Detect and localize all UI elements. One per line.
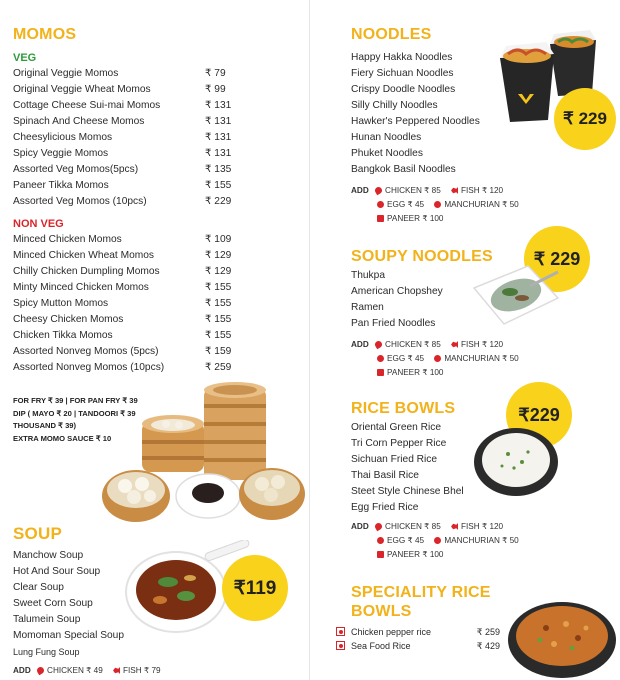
addon-chip (377, 198, 424, 212)
item-name: Original Veggie Wheat Momos (13, 84, 151, 95)
addon-text: FISH ₹ 120 (461, 522, 504, 531)
addon-chip (377, 352, 424, 366)
manchurian-icon (434, 355, 441, 362)
momos-title: MOMOS (13, 26, 77, 43)
menu-item: Lung Fung Soup (13, 647, 80, 657)
item-price: ₹ 155 (205, 298, 232, 309)
menu-item (13, 344, 245, 360)
addon-text: EGG ₹ 45 (387, 200, 425, 209)
addon-text: FISH ₹ 120 (461, 186, 504, 195)
fish-icon (451, 523, 458, 530)
menu-item: Sweet Corn Soup (13, 598, 93, 609)
addon-text: EGG ₹ 45 (387, 536, 425, 545)
addon-row (351, 366, 527, 380)
item-name: Cheesy Chicken Momos (13, 314, 124, 325)
speciality-title-line2: BOWLS (351, 603, 412, 620)
menu-item: Talumein Soup (13, 614, 81, 625)
menu-item: Manchow Soup (13, 550, 84, 561)
addon-row (351, 338, 527, 352)
addon-row (351, 520, 527, 534)
addon-row (351, 352, 527, 366)
addon-text: FISH ₹ 79 (123, 666, 161, 675)
menu-item (13, 114, 245, 130)
menu-item (13, 162, 245, 178)
chicken-leg-icon (374, 522, 384, 532)
menu-item: Hot And Sour Soup (13, 566, 101, 577)
addon-chip (451, 338, 503, 352)
menu-item (13, 264, 245, 280)
menu-item (13, 130, 245, 146)
addon-label: ADD (351, 186, 369, 195)
menu-item: American Chopshey (351, 286, 443, 297)
menu-item: Steet Style Chinese Bhel (351, 486, 464, 497)
fish-icon (451, 341, 458, 348)
addon-chip (434, 352, 518, 366)
menu-item: Thukpa (351, 270, 385, 281)
addon-text: CHICKEN ₹ 85 (385, 340, 441, 349)
addon-chip (113, 664, 161, 678)
column-divider (309, 0, 310, 680)
chicken-leg-icon (36, 666, 46, 676)
menu-item (13, 232, 245, 248)
addon-chip (377, 534, 424, 548)
addon-text: CHICKEN ₹ 85 (385, 522, 441, 531)
noodles-list (351, 50, 480, 178)
menu-item (13, 146, 245, 162)
menu-item: Clear Soup (13, 582, 64, 593)
soupy-noodles-price-badge: ₹ 229 (524, 226, 590, 292)
fish-icon (113, 667, 120, 674)
menu-item: Thai Basil Rice (351, 470, 419, 481)
menu-item: Sichuan Fried Rice (351, 454, 438, 465)
soupy-noodles-list (351, 268, 443, 332)
item-name: Chilly Chicken Dumpling Momos (13, 266, 160, 277)
note-line: DIP ( MAYO ₹ 20 | TANDOORI ₹ 39 (13, 408, 136, 418)
nonveg-momos-list (13, 232, 245, 376)
menu-item (13, 312, 245, 328)
menu-item (13, 328, 245, 344)
item-name: Cheesylicious Momos (13, 132, 113, 143)
veg-momos-list (13, 66, 245, 210)
item-price: ₹ 135 (205, 164, 232, 175)
item-price: ₹ 129 (205, 250, 232, 261)
addon-chip (434, 534, 518, 548)
item-price: ₹ 155 (205, 180, 232, 191)
soup-addons (13, 664, 169, 678)
menu-item: Hunan Noodles (351, 132, 422, 143)
item-name: Sea Food Rice (351, 641, 411, 651)
item-price: ₹ 129 (205, 266, 232, 277)
menu-item (13, 66, 245, 82)
menu-item (13, 194, 245, 210)
item-name: Chicken Tikka Momos (13, 330, 113, 341)
addon-text: PANEER ₹ 100 (387, 214, 444, 223)
menu-item (336, 639, 500, 653)
menu-item (13, 296, 245, 312)
addon-row (351, 198, 527, 212)
rice-bowls-price-badge: ₹229 (506, 382, 572, 448)
addon-text: EGG ₹ 45 (387, 354, 425, 363)
item-name: Minced Chicken Wheat Momos (13, 250, 154, 261)
addon-text: CHICKEN ₹ 85 (385, 186, 441, 195)
addon-chip (377, 548, 443, 562)
addon-text: FISH ₹ 120 (461, 340, 504, 349)
item-price: ₹ 259 (205, 362, 232, 373)
addon-chip (377, 366, 443, 380)
soupy-noodles-title: SOUPY NOODLES (351, 248, 493, 265)
addon-chip (375, 338, 441, 352)
non-veg-icon (336, 641, 345, 650)
item-name: Cottage Cheese Sui-mai Momos (13, 100, 161, 111)
menu-item (13, 178, 245, 194)
menu-item: Bangkok Basil Noodles (351, 164, 456, 175)
menu-item (13, 280, 245, 296)
note-line: EXTRA MOMO SAUCE ₹ 10 (13, 433, 112, 443)
rice-bowls-list (351, 420, 464, 516)
menu-item (13, 360, 245, 376)
paneer-icon (377, 215, 384, 222)
note-line: THOUSAND ₹ 39) (13, 421, 77, 430)
paneer-icon (377, 369, 384, 376)
item-price: ₹ 429 (476, 641, 500, 651)
noodles-addons (351, 184, 527, 226)
egg-icon (377, 355, 384, 362)
soup-title: SOUP (13, 524, 62, 543)
rice-bowl-image (472, 422, 560, 498)
item-name: Assorted Nonveg Momos (10pcs) (13, 362, 165, 373)
menu-item: Egg Fried Rice (351, 502, 419, 513)
manchurian-icon (434, 537, 441, 544)
item-name: Assorted Veg Momos(5pcs) (13, 164, 139, 175)
item-name: Chicken pepper rice (351, 627, 432, 637)
note-line: FOR FRY ₹ 39 | FOR PAN FRY ₹ 39 (13, 396, 138, 405)
addon-chip (377, 212, 443, 226)
addon-chip (375, 520, 441, 534)
menu-item: Crispy Doodle Noodles (351, 84, 456, 95)
addon-text: MANCHURIAN ₹ 50 (444, 536, 519, 545)
fish-icon (451, 187, 458, 194)
addon-chip (451, 520, 503, 534)
item-name: Spinach And Cheese Momos (13, 116, 145, 127)
non-veg-icon (336, 627, 345, 636)
paneer-icon (377, 551, 384, 558)
item-name: Assorted Veg Momos (10pcs) (13, 196, 147, 207)
item-price: ₹ 155 (205, 330, 232, 341)
menu-item: Oriental Green Rice (351, 422, 442, 433)
item-price: ₹ 159 (205, 346, 232, 357)
menu-item: Tri Corn Pepper Rice (351, 438, 447, 449)
item-price: ₹ 79 (205, 68, 226, 79)
addon-row (351, 184, 527, 198)
addon-text: PANEER ₹ 100 (387, 368, 444, 377)
addon-chip (375, 184, 441, 198)
nonveg-label: NON VEG (13, 218, 64, 230)
addon-row (351, 534, 527, 548)
item-name: Minty Minced Chicken Momos (13, 282, 149, 293)
menu-item: Ramen (351, 302, 384, 313)
menu-item: Happy Hakka Noodles (351, 52, 453, 63)
menu-item (13, 248, 245, 264)
addon-label: ADD (13, 666, 31, 675)
item-price: ₹ 131 (205, 132, 232, 143)
item-name: Assorted Nonveg Momos (5pcs) (13, 346, 159, 357)
item-price: ₹ 131 (205, 100, 232, 111)
noodles-price-badge: ₹ 229 (554, 88, 616, 150)
speciality-title-line1: SPECIALITY RICE (351, 584, 491, 601)
menu-item: Phuket Noodles (351, 148, 423, 159)
speciality-rice-list (336, 625, 500, 653)
menu-item: Fiery Sichuan Noodles (351, 68, 454, 79)
addon-text: MANCHURIAN ₹ 50 (444, 354, 519, 363)
item-price: ₹ 155 (205, 314, 232, 325)
addon-label: ADD (351, 522, 369, 531)
menu-item: Hawker's Peppered Noodles (351, 116, 480, 127)
addon-chip (434, 198, 518, 212)
item-price: ₹ 131 (205, 148, 232, 159)
item-name: Spicy Veggie Momos (13, 148, 109, 159)
fried-rice-bowl-image (506, 596, 616, 678)
noodles-title: NOODLES (351, 26, 432, 43)
addon-text: MANCHURIAN ₹ 50 (444, 200, 519, 209)
menu-item (336, 625, 500, 639)
speciality-rice-title (351, 583, 491, 621)
addon-row (351, 548, 527, 562)
item-name: Minced Chicken Momos (13, 234, 122, 245)
rice-bowls-addons (351, 520, 527, 562)
addon-text: PANEER ₹ 100 (387, 550, 444, 559)
addon-row (351, 212, 527, 226)
soup-list (13, 548, 124, 660)
item-price: ₹ 229 (205, 196, 232, 207)
rice-bowls-title: RICE BOWLS (351, 400, 456, 417)
item-price: ₹ 99 (205, 84, 226, 95)
addon-label: ADD (351, 340, 369, 349)
menu-item (13, 98, 245, 114)
addon-chip (451, 184, 503, 198)
item-price: ₹ 155 (205, 282, 232, 293)
soupy-noodles-addons (351, 338, 527, 380)
menu-item: Pan Fried Noodles (351, 318, 436, 329)
item-price: ₹ 109 (205, 234, 232, 245)
egg-icon (377, 537, 384, 544)
item-name: Paneer Tikka Momos (13, 180, 109, 191)
item-price: ₹ 131 (205, 116, 232, 127)
menu-item (13, 82, 245, 98)
chicken-leg-icon (374, 340, 384, 350)
addon-text: CHICKEN ₹ 49 (47, 666, 103, 675)
item-price: ₹ 259 (476, 627, 500, 637)
egg-icon (377, 201, 384, 208)
addon-chip (37, 664, 103, 678)
veg-label: VEG (13, 52, 37, 64)
menu-item: Momoman Special Soup (13, 630, 124, 641)
menu-item: Silly Chilly Noodles (351, 100, 438, 111)
soup-price-badge: ₹119 (222, 555, 288, 621)
item-name: Spicy Mutton Momos (13, 298, 109, 309)
item-name: Original Veggie Momos (13, 68, 119, 79)
manchurian-icon (434, 201, 441, 208)
chicken-leg-icon (374, 186, 384, 196)
soupy-noodles-bowl-image (470, 262, 562, 328)
momos-steamer-image (100, 376, 308, 532)
